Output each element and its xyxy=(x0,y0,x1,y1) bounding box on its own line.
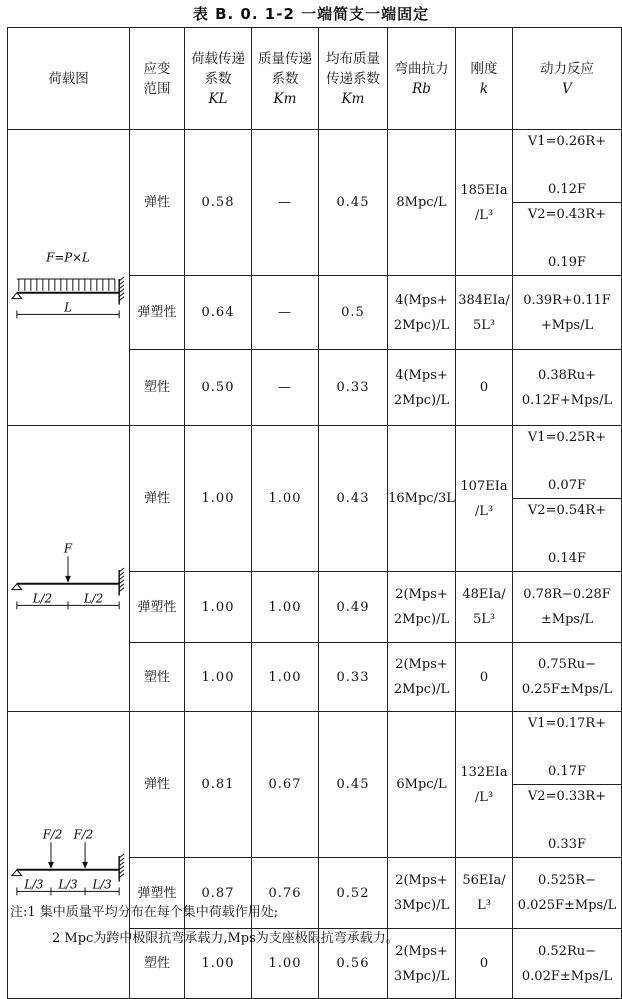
strain-range-cell: 弹性 xyxy=(130,130,185,276)
note-2: 2 Mpc为跨中极限抗弯承载力,Mps为支座极限抗弯承载力。 xyxy=(52,931,399,946)
km-cell: 1.00 xyxy=(252,643,319,712)
stiffness-cell: 56EIa/ L³ xyxy=(456,858,513,929)
rb-cell: 16Mpc/3L xyxy=(388,426,456,572)
span-label: L/3 xyxy=(91,877,112,892)
dynamic-reaction-cell xyxy=(513,130,622,276)
km2-cell: 0.56 xyxy=(319,929,388,999)
header-diagram: 荷载图 xyxy=(8,28,130,130)
stiffness-cell: 107EIa /L³ xyxy=(456,426,513,572)
km2-cell: 0.5 xyxy=(319,276,388,350)
span-label: L/3 xyxy=(57,877,78,892)
rb-cell: 8Mpc/L xyxy=(388,130,456,276)
stiffness-cell: 48EIa/ 5L³ xyxy=(456,572,513,643)
rb-cell: 4(Mps+ 2Mpc)/L xyxy=(388,276,456,350)
dynamic-reaction-cell: 0.39R+0.11F +Mps/L xyxy=(513,276,622,350)
rb-cell: 2(Mps+ 2Mpc)/L xyxy=(388,643,456,712)
kl-cell: 1.00 xyxy=(185,929,252,999)
reaction-part: V1=0.17R+ 0.17F xyxy=(513,712,621,785)
kl-cell: 0.58 xyxy=(185,130,252,276)
fixed-hatch xyxy=(119,277,124,281)
stiffness-cell: 0 xyxy=(456,643,513,712)
note-1: 注:1 集中质量平均分布在每个集中荷载作用处; xyxy=(10,905,279,920)
span-label: L/2 xyxy=(32,590,52,605)
dynamic-reaction-cell: 0.38Ru+ 0.12F+Mps/L xyxy=(513,350,622,426)
load-diagram-cell xyxy=(8,426,130,712)
stiffness-cell: 0 xyxy=(456,929,513,999)
kl-cell: 1.00 xyxy=(185,643,252,712)
reaction-part: V2=0.54R+ 0.14F xyxy=(527,503,607,566)
reaction-part: V1=0.26R+ 0.12F xyxy=(513,130,621,203)
span-label: L xyxy=(63,299,72,314)
km-cell: 1.00 xyxy=(252,426,319,572)
reaction-part: V2=0.43R+ 0.19F xyxy=(527,207,607,270)
rb-cell: 2(Mps+ 3Mpc)/L xyxy=(388,858,456,929)
load-diagram xyxy=(9,800,129,910)
kl-cell: 0.50 xyxy=(185,350,252,426)
stiffness-cell: 185EIa /L³ xyxy=(456,130,513,276)
kl-cell: 0.81 xyxy=(185,712,252,858)
table-title: 表 B. 0. 1-2 一端简支一端固定 xyxy=(192,5,430,23)
arrow-head-icon xyxy=(65,575,71,582)
coefficient-table xyxy=(7,27,622,999)
strain-range-cell: 弹性 xyxy=(130,712,185,858)
span-label: L/2 xyxy=(83,590,103,605)
header-v: 动力反应 V xyxy=(513,28,622,130)
rb-cell: 6Mpc/L xyxy=(388,712,456,858)
load-label: F/2 F/2 xyxy=(42,827,93,842)
km2-cell: 0.33 xyxy=(319,643,388,712)
km-cell: 0.67 xyxy=(252,712,319,858)
load-label: F=P×L xyxy=(45,249,90,264)
dynamic-reaction-cell: 0.78R−0.28F ±Mps/L xyxy=(513,572,622,643)
header-km-uniform: 均布质量 传递系数 Km xyxy=(319,28,388,130)
km2-cell: 0.45 xyxy=(319,130,388,276)
table-row xyxy=(8,426,622,572)
km2-cell: 0.43 xyxy=(319,426,388,572)
km2-cell: 0.49 xyxy=(319,572,388,643)
km-cell: 1.00 xyxy=(252,572,319,643)
kl-cell: 1.00 xyxy=(185,572,252,643)
load-diagram xyxy=(9,223,129,333)
strain-range-cell: 弹性 xyxy=(130,426,185,572)
km2-cell: 0.33 xyxy=(319,350,388,426)
arrow-head-icon xyxy=(48,862,54,869)
load-diagram-cell xyxy=(8,130,130,426)
strain-range-cell: 塑性 xyxy=(130,643,185,712)
header-range: 应变 范围 xyxy=(130,28,185,130)
load-diagram-cell xyxy=(8,712,130,999)
stiffness-cell: 384EIa/ 5L³ xyxy=(456,276,513,350)
dynamic-reaction-cell: 0.525R− 0.025F±Mps/L xyxy=(513,858,622,929)
header-km: 质量传递 系数 Km xyxy=(252,28,319,130)
header-rb: 弯曲抗力 Rb xyxy=(388,28,456,130)
km-cell: — xyxy=(252,350,319,426)
dynamic-reaction-cell: 0.75Ru− 0.25F±Mps/L xyxy=(513,643,622,712)
load-label: F xyxy=(63,540,72,555)
rb-cell: 2(Mps+ 2Mpc)/L xyxy=(388,572,456,643)
strain-range-cell: 弹塑性 xyxy=(130,858,185,929)
table-row xyxy=(8,712,622,858)
km-cell: 1.00 xyxy=(252,929,319,999)
stiffness-cell: 0 xyxy=(456,350,513,426)
reaction-part: V2=0.33R+ 0.33F xyxy=(527,789,607,852)
rb-cell: 4(Mps+ 2Mpc)/L xyxy=(388,350,456,426)
reaction-part: V1=0.25R+ 0.07F xyxy=(513,426,621,499)
kl-cell: 1.00 xyxy=(185,426,252,572)
table-row xyxy=(8,130,622,276)
rb-cell: 2(Mps+ 3Mpc)/L xyxy=(388,929,456,999)
km-cell: — xyxy=(252,130,319,276)
header-k: 刚度 k xyxy=(456,28,513,130)
header-kl: 荷载传递 系数 KL xyxy=(185,28,252,130)
stiffness-cell: 132EIa /L³ xyxy=(456,712,513,858)
arrow-head-icon xyxy=(82,862,88,869)
dynamic-reaction-cell xyxy=(513,426,622,572)
span-label: L/3 xyxy=(23,877,44,892)
strain-range-cell: 弹塑性 xyxy=(130,276,185,350)
km-cell: 0.76 xyxy=(252,858,319,929)
strain-range-cell: 塑性 xyxy=(130,350,185,426)
dynamic-reaction-cell xyxy=(513,712,622,858)
km2-cell: 0.45 xyxy=(319,712,388,858)
km2-cell: 0.52 xyxy=(319,858,388,929)
strain-range-cell: 塑性 xyxy=(130,929,185,999)
strain-range-cell: 弹塑性 xyxy=(130,572,185,643)
dynamic-reaction-cell: 0.52Ru− 0.02F±Mps/L xyxy=(513,929,622,999)
kl-cell: 0.87 xyxy=(185,858,252,929)
load-diagram xyxy=(9,514,129,624)
km-cell: — xyxy=(252,276,319,350)
notes xyxy=(10,900,399,952)
kl-cell: 0.64 xyxy=(185,276,252,350)
